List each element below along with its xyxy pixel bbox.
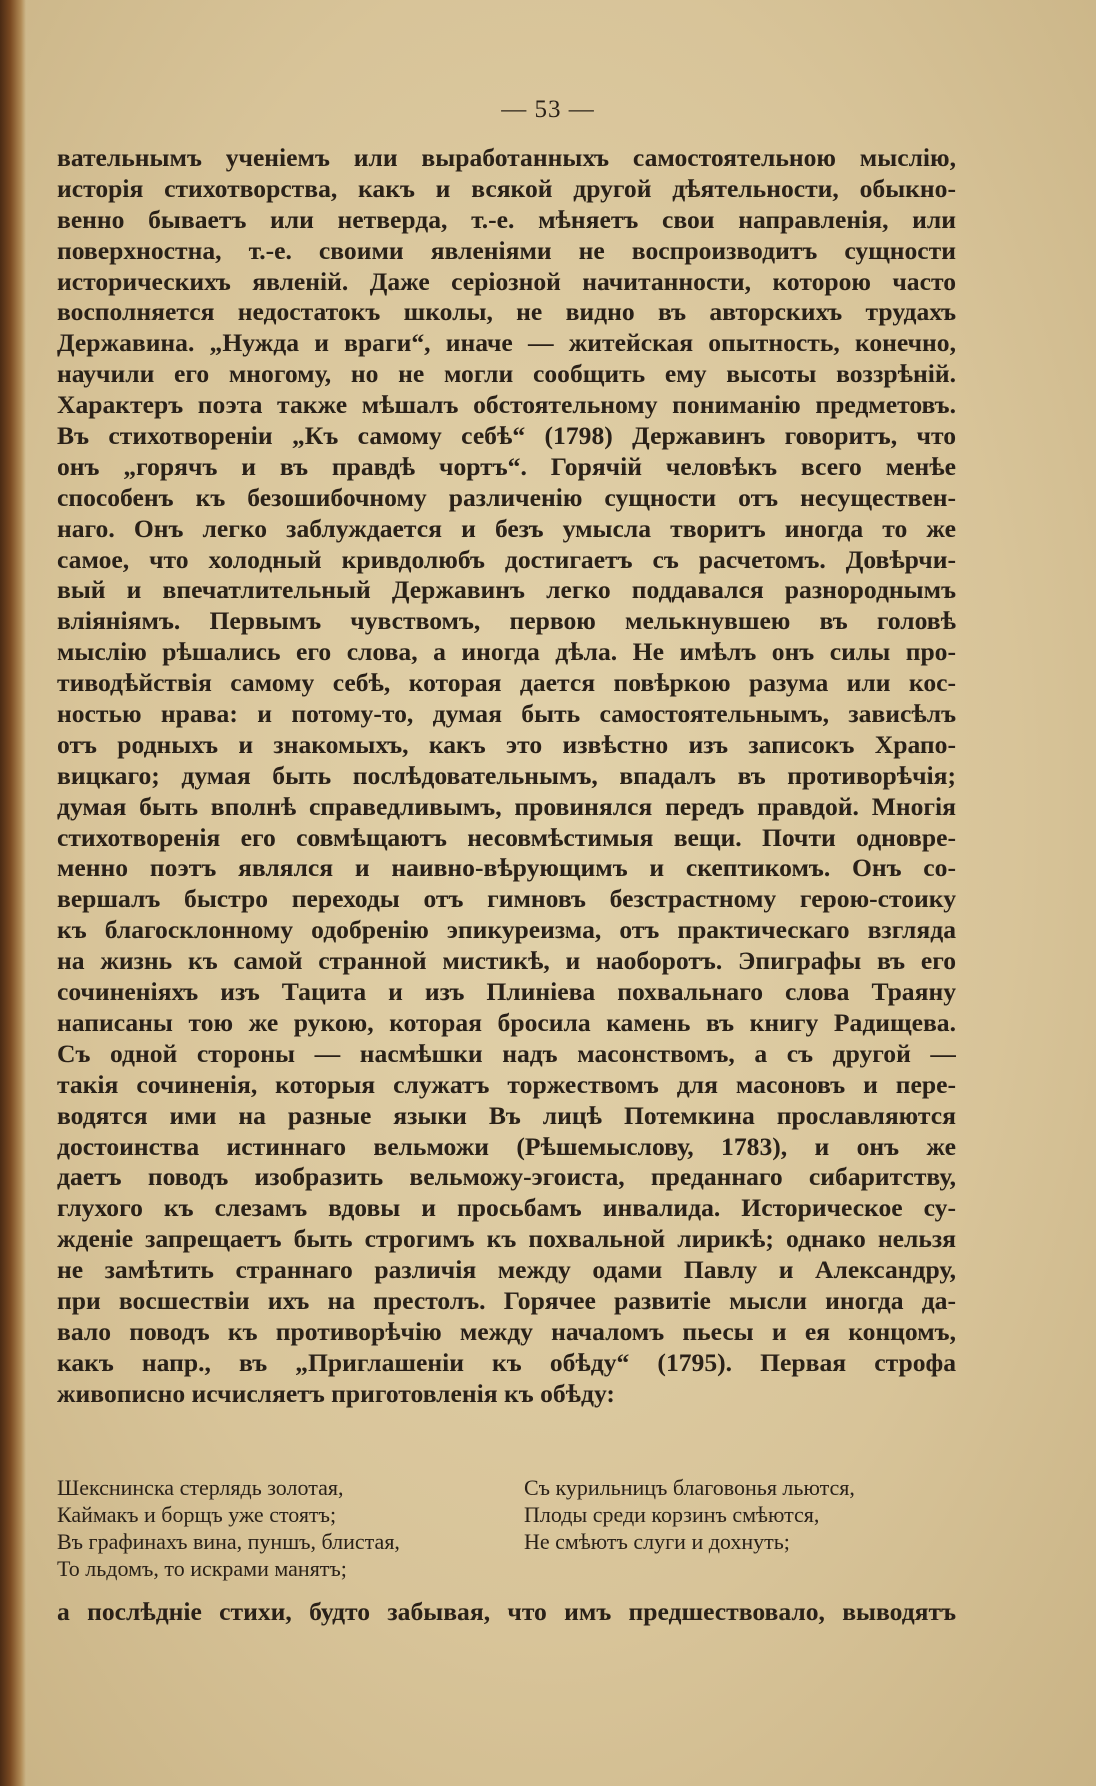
text-line: при восшествіи ихъ на престолъ. Горячее развитіе мысли иногда да- <box>57 1285 956 1315</box>
text-line: Въ стихотвореніи „Къ самому себѣ“ (1798) Державинъ говоритъ, что <box>57 421 956 451</box>
verse-line: Каймакъ и борщъ уже стоятъ; <box>57 1502 337 1527</box>
verse-line: Шекснинска стерлядь золотая, <box>57 1475 344 1500</box>
text-line: менно поэтъ являлся и наивно-вѣрующимъ и скептикомъ. Онъ со- <box>57 853 956 883</box>
text-line: самое, что холодный кривдолюбъ достигаетъ съ расчетомъ. Довѣрчи- <box>57 544 956 574</box>
text-line: сочиненіяхъ изъ Тацита и изъ Плиніева похвальнаго слова Траяну <box>57 977 956 1007</box>
text-line: научили его многому, но не могли сообщить ему высоты воззрѣній. <box>57 359 956 389</box>
text-line: исторія стихотворства, какъ и всякой другой дѣятельности, обыкно- <box>57 173 956 203</box>
text-line: не замѣтить страннаго различія между одами Павлу и Александру, <box>57 1255 956 1285</box>
text-line: на жизнь къ самой странной мистикѣ, и наоборотъ. Эпиграфы въ его <box>57 946 956 976</box>
text-line: Съ одной стороны — насмѣшки надъ масонствомъ, а съ другой — <box>57 1038 956 1068</box>
text-line: вершалъ быстро переходы отъ гимновъ безстрастному герою-стоику <box>57 884 956 914</box>
text-line: водятся ими на разные языки Въ лицѣ Потемкина прославляются <box>57 1100 956 1130</box>
text-line: живописно исчисляетъ приготовленія къ обѣду: <box>57 1378 615 1408</box>
text-line: тиводѣйствія самому себѣ, которая дается повѣркою разума или кос- <box>57 668 956 698</box>
text-line: отъ родныхъ и знакомыхъ, какъ это извѣстно изъ записокъ Храпо- <box>57 729 956 759</box>
text-line: ностью нрава: и потому-то, думая быть самостоятельнымъ, зависѣлъ <box>57 699 956 729</box>
text-line: поверхностна, т.-е. своими явленіями не воспроизводитъ сущности <box>57 235 956 265</box>
text-line: стихотворенія его совмѣщаютъ несовмѣстимыя вещи. Почти одновре- <box>57 822 956 852</box>
text-line: историческихъ явленій. Даже серіозной начитанности, которою часто <box>57 266 956 296</box>
text-line: вательнымъ ученіемъ или выработанныхъ самостоятельною мыслію, <box>57 143 956 172</box>
body-text <box>57 143 956 1410</box>
verse-line: Плоды среди корзинъ смѣются, <box>524 1502 820 1527</box>
text-line: вицкаго; думая быть послѣдовательнымъ, впадалъ въ противорѣчія; <box>57 760 956 790</box>
text-line: къ благосклонному одобренію эпикуреизма, отъ практическаго взгляда <box>57 915 956 945</box>
text-line: даетъ поводъ изобразить вельможу-эгоиста, преданнаго сибаритству, <box>57 1162 956 1192</box>
text-line: вало поводъ къ противорѣчію между началомъ пьесы и ея концомъ, <box>57 1316 956 1346</box>
verse-column-left <box>57 1474 400 1582</box>
text-line: восполняется недостатокъ школы, не видно въ авторскихъ трудахъ <box>57 297 956 327</box>
text-line: Державина. „Нужда и враги“, иначе — житейская опытность, конечно, <box>57 328 956 358</box>
text-line: глухого къ слезамъ вдовы и просьбамъ инвалида. Историческое су- <box>57 1193 956 1223</box>
text-line: а послѣдніе стихи, будто забывая, что имъ предшествовало, выводятъ <box>57 1597 956 1626</box>
verse-column-right <box>524 1474 855 1555</box>
text-line: достоинства истиннаго вельможи (Рѣшемыслову, 1783), и онъ же <box>57 1131 956 1161</box>
book-spine-edge <box>0 0 26 1786</box>
verse-line: То льдомъ, то искрами манятъ; <box>57 1556 347 1581</box>
text-line: мыслію рѣшались его слова, а иногда дѣла. Не имѣлъ онъ силы про- <box>57 637 956 667</box>
text-line: такія сочиненія, которыя служатъ торжествомъ для масоновъ и пере- <box>57 1069 956 1099</box>
text-line: какъ напр., въ „Приглашеніи къ обѣду“ (1795). Первая строфа <box>57 1347 956 1377</box>
verse-line: Съ курильницъ благовонья льются, <box>524 1475 855 1500</box>
text-line: онъ „горячъ и въ правдѣ чортъ“. Горячій человѣкъ всего менѣе <box>57 451 956 481</box>
text-line: думая быть вполнѣ справедливымъ, провинялся передъ правдой. Многія <box>57 791 956 821</box>
verse-quotation <box>57 1474 956 1584</box>
text-line: Характеръ поэта также мѣшалъ обстоятельному пониманію предметовъ. <box>57 390 956 420</box>
text-line: вліяніямъ. Первымъ чувствомъ, первою мелькнувшею въ головѣ <box>57 606 956 636</box>
verse-line: Въ графинахъ вина, пуншъ, блистая, <box>57 1529 400 1554</box>
page-number: — 53 — <box>501 96 595 123</box>
text-line: вый и впечатлительный Державинъ легко поддавался разнороднымъ <box>57 575 956 605</box>
text-line: способенъ къ безошибочному различенію сущности отъ несуществен- <box>57 482 956 512</box>
text-line: венно бываетъ или нетверда, т.-е. мѣняетъ свои направленія, или <box>57 204 956 234</box>
continuation-text <box>57 1597 956 1628</box>
text-line: написаны тою же рукою, которая бросила камень въ книгу Радищева. <box>57 1007 956 1037</box>
text-line: жденіе запрещаетъ быть строгимъ къ похвальной лирикѣ; однако нельзя <box>57 1224 956 1254</box>
verse-line: Не смѣютъ слуги и дохнуть; <box>524 1529 790 1554</box>
text-line: наго. Онъ легко заблуждается и безъ умысла творитъ иногда то же <box>57 513 956 543</box>
